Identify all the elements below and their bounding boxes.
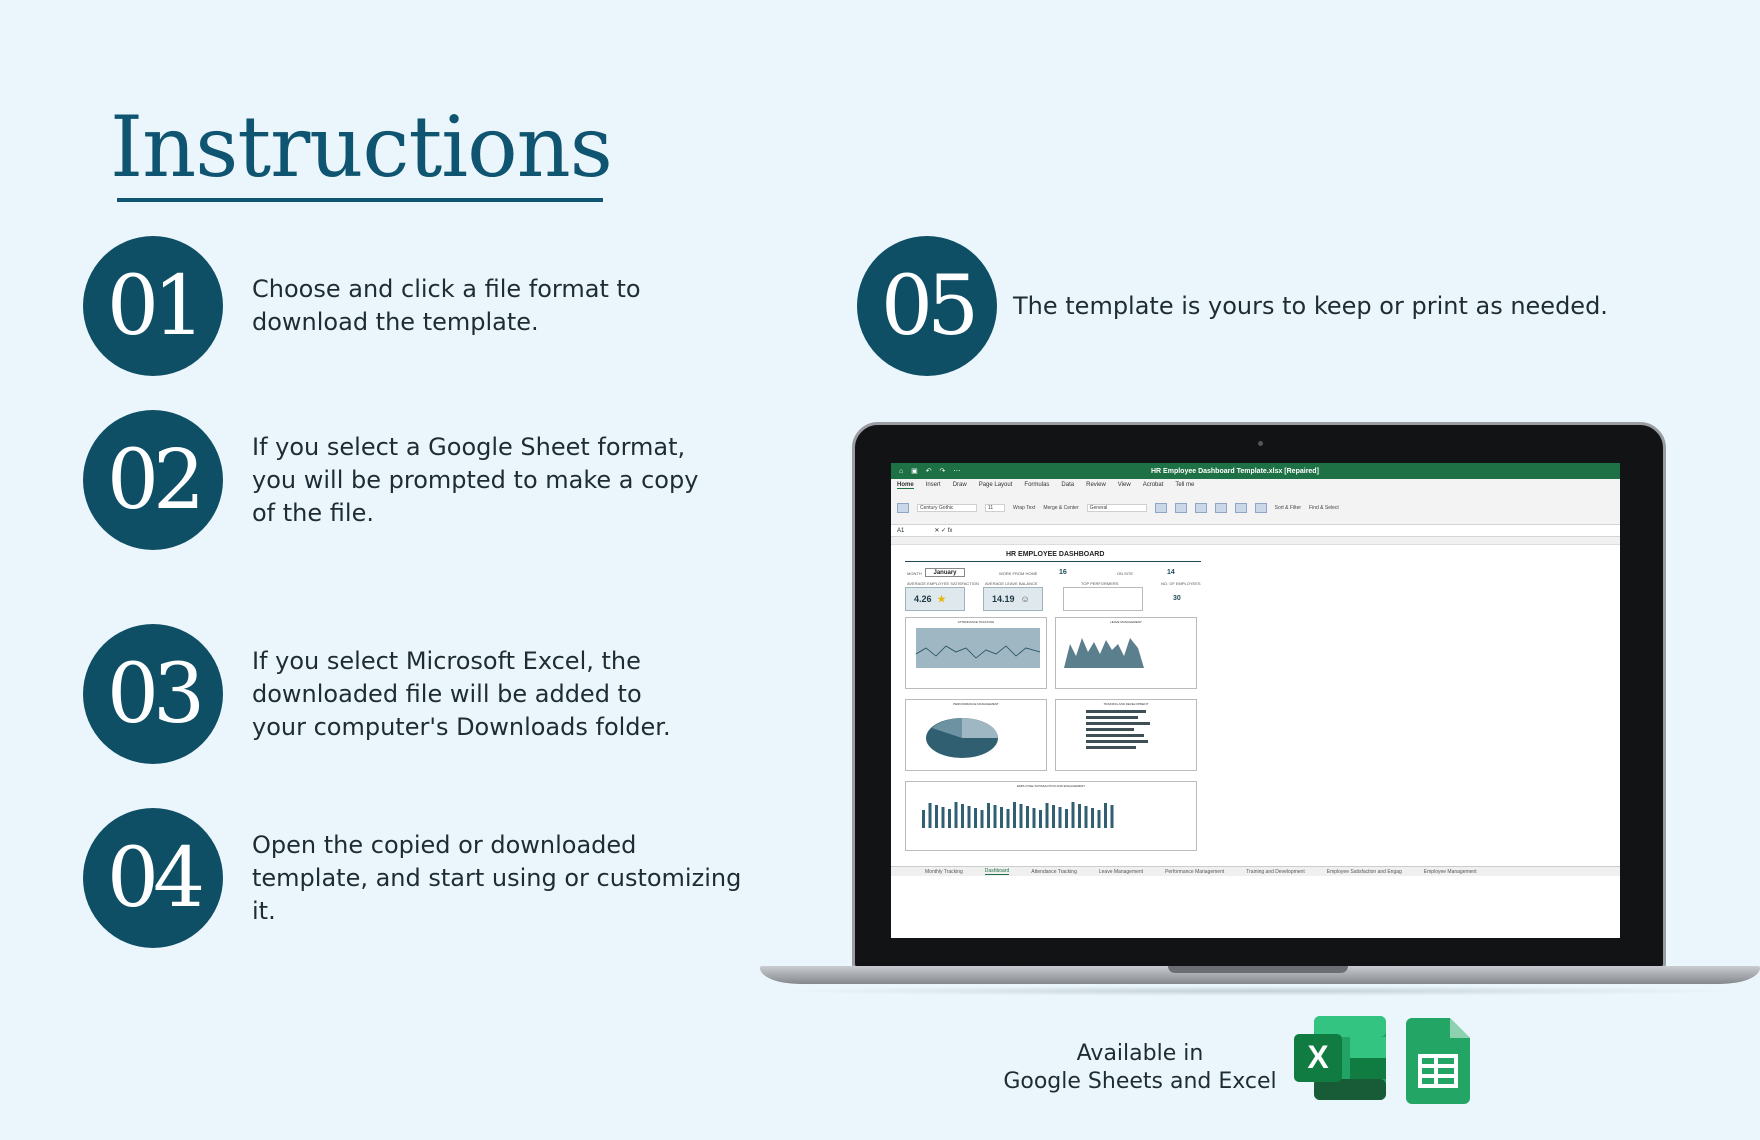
satisfaction-bar	[974, 808, 977, 828]
satisfaction-bar	[955, 802, 958, 828]
training-chart-title: TRAINING AND DEVELOPMENT	[1103, 702, 1149, 706]
leave-chart	[1055, 617, 1197, 689]
excel-title-bar	[891, 463, 1620, 479]
step-1	[83, 236, 652, 376]
satisfaction-bar	[961, 804, 964, 828]
font-name-select[interactable]: Century Gothic	[917, 504, 977, 512]
performance-chart	[905, 699, 1047, 771]
performance-chart-title: PERFORMANCE MANAGEMENT	[953, 702, 999, 706]
availability-line-2: Google Sheets and Excel	[1003, 1069, 1277, 1094]
satisfaction-bar	[994, 805, 997, 828]
month-label: MONTH	[907, 571, 922, 576]
satisfaction-card	[905, 587, 965, 611]
leave-label: AVERAGE LEAVE BALANCE	[985, 581, 1038, 586]
leave-chart-graphic	[1056, 618, 1196, 686]
satisfaction-bar	[1104, 803, 1107, 828]
format-as-table-icon[interactable]	[1175, 503, 1187, 513]
satisfaction-chart	[905, 781, 1197, 851]
column-headers	[891, 537, 1620, 545]
font-size-select[interactable]: 11	[985, 504, 1005, 512]
sheet-tabs	[891, 866, 1620, 876]
leave-value: 14.19	[992, 594, 1015, 604]
conditional-formatting-icon[interactable]	[1155, 503, 1167, 513]
menu-review[interactable]: Review	[1086, 482, 1106, 488]
satisfaction-value: 4.26	[914, 594, 932, 604]
number-format-select[interactable]: General	[1087, 504, 1147, 512]
menu-draw[interactable]: Draw	[952, 482, 967, 488]
step-3-text: If you select Microsoft Excel, the downloaded file will be added to your computer's Downloads folder.	[252, 646, 671, 741]
satisfaction-bar	[1065, 809, 1068, 828]
attendance-chart	[905, 617, 1047, 689]
menu-insert[interactable]: Insert	[925, 482, 941, 488]
quick-access-icons[interactable]: ⌂ ▣ ↶ ↷ ⋯	[899, 468, 964, 475]
ribbon-wrap-text[interactable]: Wrap Text	[1013, 504, 1036, 511]
satisfaction-bar	[1085, 806, 1088, 828]
training-bars-graphic	[1056, 700, 1196, 768]
tab-dashboard[interactable]: Dashboard	[984, 868, 1010, 874]
paste-icon[interactable]	[897, 503, 909, 513]
satisfaction-bar	[1007, 809, 1010, 828]
ribbon-find-select[interactable]: Find & Select	[1309, 504, 1339, 511]
employees-value: 30	[1173, 595, 1181, 602]
svg-text:X: X	[1307, 1039, 1329, 1075]
ribbon-merge-center[interactable]: Merge & Center	[1043, 504, 1079, 511]
person-icon: ☺	[1020, 594, 1030, 604]
satisfaction-bar	[987, 803, 990, 828]
dashboard-title: HR EMPLOYEE DASHBOARD	[1006, 551, 1105, 558]
satisfaction-bar	[1020, 804, 1023, 828]
star-icon: ★	[937, 593, 946, 604]
tab-employee-management[interactable]: Employee Management	[1423, 868, 1477, 875]
training-chart	[1055, 699, 1197, 771]
performance-pie-graphic	[906, 700, 1046, 768]
top-performers-label: TOP PERFORMERS	[1081, 581, 1119, 586]
satisfaction-bar	[922, 810, 925, 828]
satisfaction-bar	[1052, 805, 1055, 828]
menu-formulas[interactable]: Formulas	[1024, 482, 1050, 488]
tab-training-development[interactable]: Training and Development	[1246, 868, 1305, 875]
satisfaction-bar	[1059, 807, 1062, 828]
satisfaction-bar	[935, 805, 938, 828]
menu-data[interactable]: Data	[1061, 482, 1075, 488]
name-box[interactable]: A1	[897, 527, 905, 534]
tab-monthly-tracking[interactable]: Monthly Tracking	[925, 868, 963, 875]
tab-employee-satisfaction[interactable]: Employee Satisfaction and Engag	[1326, 868, 1402, 875]
step-3	[83, 624, 702, 764]
step-5-text: The template is yours to keep or print as needed.	[1013, 291, 1608, 320]
step-2-text: If you select a Google Sheet format, you will be prompted to make a copy of the file.	[252, 432, 699, 527]
tab-leave-management[interactable]: Leave Management	[1098, 868, 1144, 875]
step-3-badge: 03	[83, 624, 223, 764]
menu-acrobat[interactable]: Acrobat	[1142, 482, 1164, 488]
satisfaction-bar	[968, 806, 971, 828]
step-4	[83, 808, 752, 948]
tab-attendance-tracking[interactable]: Attendance Tracking	[1031, 868, 1077, 875]
satisfaction-label: AVERAGE EMPLOYEE SATISFACTION	[907, 581, 979, 586]
satisfaction-bar	[1078, 804, 1081, 828]
satisfaction-bar	[1072, 802, 1075, 828]
satisfaction-bar	[948, 809, 951, 828]
satisfaction-bar	[1000, 807, 1003, 828]
laptop-shadow	[770, 986, 1750, 996]
menu-page-layout[interactable]: Page Layout	[978, 482, 1013, 488]
page-title: Instructions	[110, 98, 612, 196]
laptop-bezel	[852, 422, 1666, 970]
satisfaction-bar	[1091, 808, 1094, 828]
on-site-label: ON SITE	[1117, 571, 1134, 576]
availability-text	[980, 1040, 1300, 1096]
employees-label: NO. OF EMPLOYEES	[1161, 581, 1201, 586]
top-performers-table	[1063, 587, 1143, 611]
satisfaction-bar	[942, 807, 945, 828]
laptop-notch	[1168, 966, 1348, 973]
step-2-badge: 02	[83, 410, 223, 550]
wfh-label: WORK FROM HOME	[999, 571, 1038, 576]
excel-window-title: HR Employee Dashboard Template.xlsx [Repaired]	[1151, 467, 1319, 475]
google-sheets-logo-icon	[1406, 1018, 1470, 1104]
satisfaction-bar	[1111, 805, 1114, 828]
fx-icon: ✕ ✓ fx	[934, 528, 953, 534]
attendance-chart-graphic	[906, 618, 1046, 686]
menu-view[interactable]: View	[1117, 482, 1131, 488]
satisfaction-bar	[981, 810, 984, 828]
insert-cells-icon[interactable]	[1215, 503, 1227, 513]
excel-menu-bar	[891, 479, 1620, 491]
camera-dot	[1258, 441, 1263, 446]
wfh-value: 16	[1059, 569, 1067, 576]
satisfaction-bar	[929, 803, 932, 828]
title-underline	[117, 198, 603, 202]
step-5	[857, 236, 1613, 376]
menu-tell-me[interactable]: Tell me	[1175, 482, 1195, 488]
step-2	[83, 410, 722, 550]
month-dropdown[interactable]: January	[925, 568, 965, 577]
excel-ribbon	[891, 491, 1620, 525]
satisfaction-bar	[1046, 803, 1049, 828]
satisfaction-bar	[1026, 806, 1029, 828]
spreadsheet-grid	[891, 545, 1620, 915]
laptop-mockup	[760, 420, 1760, 1020]
satisfaction-bar	[1033, 808, 1036, 828]
satisfaction-bar	[1039, 810, 1042, 828]
satisfaction-bar	[1013, 802, 1016, 828]
satisfaction-chart-title: EMPLOYEE SATISFACTION AND ENGAGEMENT	[1017, 784, 1085, 788]
ribbon-sort-filter[interactable]: Sort & Filter	[1274, 504, 1302, 511]
leave-card	[983, 587, 1043, 611]
cell-styles-icon[interactable]	[1195, 503, 1207, 513]
excel-logo-icon	[1294, 1016, 1386, 1100]
step-4-badge: 04	[83, 808, 223, 948]
attendance-chart-title: ATTENDANCE TRACKING	[957, 620, 995, 624]
leave-chart-title: LEAVE MANAGEMENT	[1110, 620, 1142, 624]
format-cells-icon[interactable]	[1255, 503, 1267, 513]
step-5-badge: 05	[857, 236, 997, 376]
menu-home[interactable]: Home	[897, 481, 914, 488]
satisfaction-bar	[1098, 810, 1101, 828]
tab-performance-management[interactable]: Performance Management	[1165, 868, 1225, 875]
availability-line-1: Available in	[1076, 1041, 1204, 1066]
delete-cells-icon[interactable]	[1235, 503, 1247, 513]
formula-bar	[891, 525, 1620, 537]
on-site-value: 14	[1167, 569, 1175, 576]
excel-screen	[891, 463, 1620, 938]
step-1-text: Choose and click a file format to download the template.	[252, 275, 641, 336]
step-4-text: Open the copied or downloaded template, and start using or customizing it.	[252, 830, 742, 925]
satisfaction-bars-graphic	[906, 782, 1196, 848]
dashboard-title-rule	[905, 561, 1201, 562]
step-1-badge: 01	[83, 236, 223, 376]
